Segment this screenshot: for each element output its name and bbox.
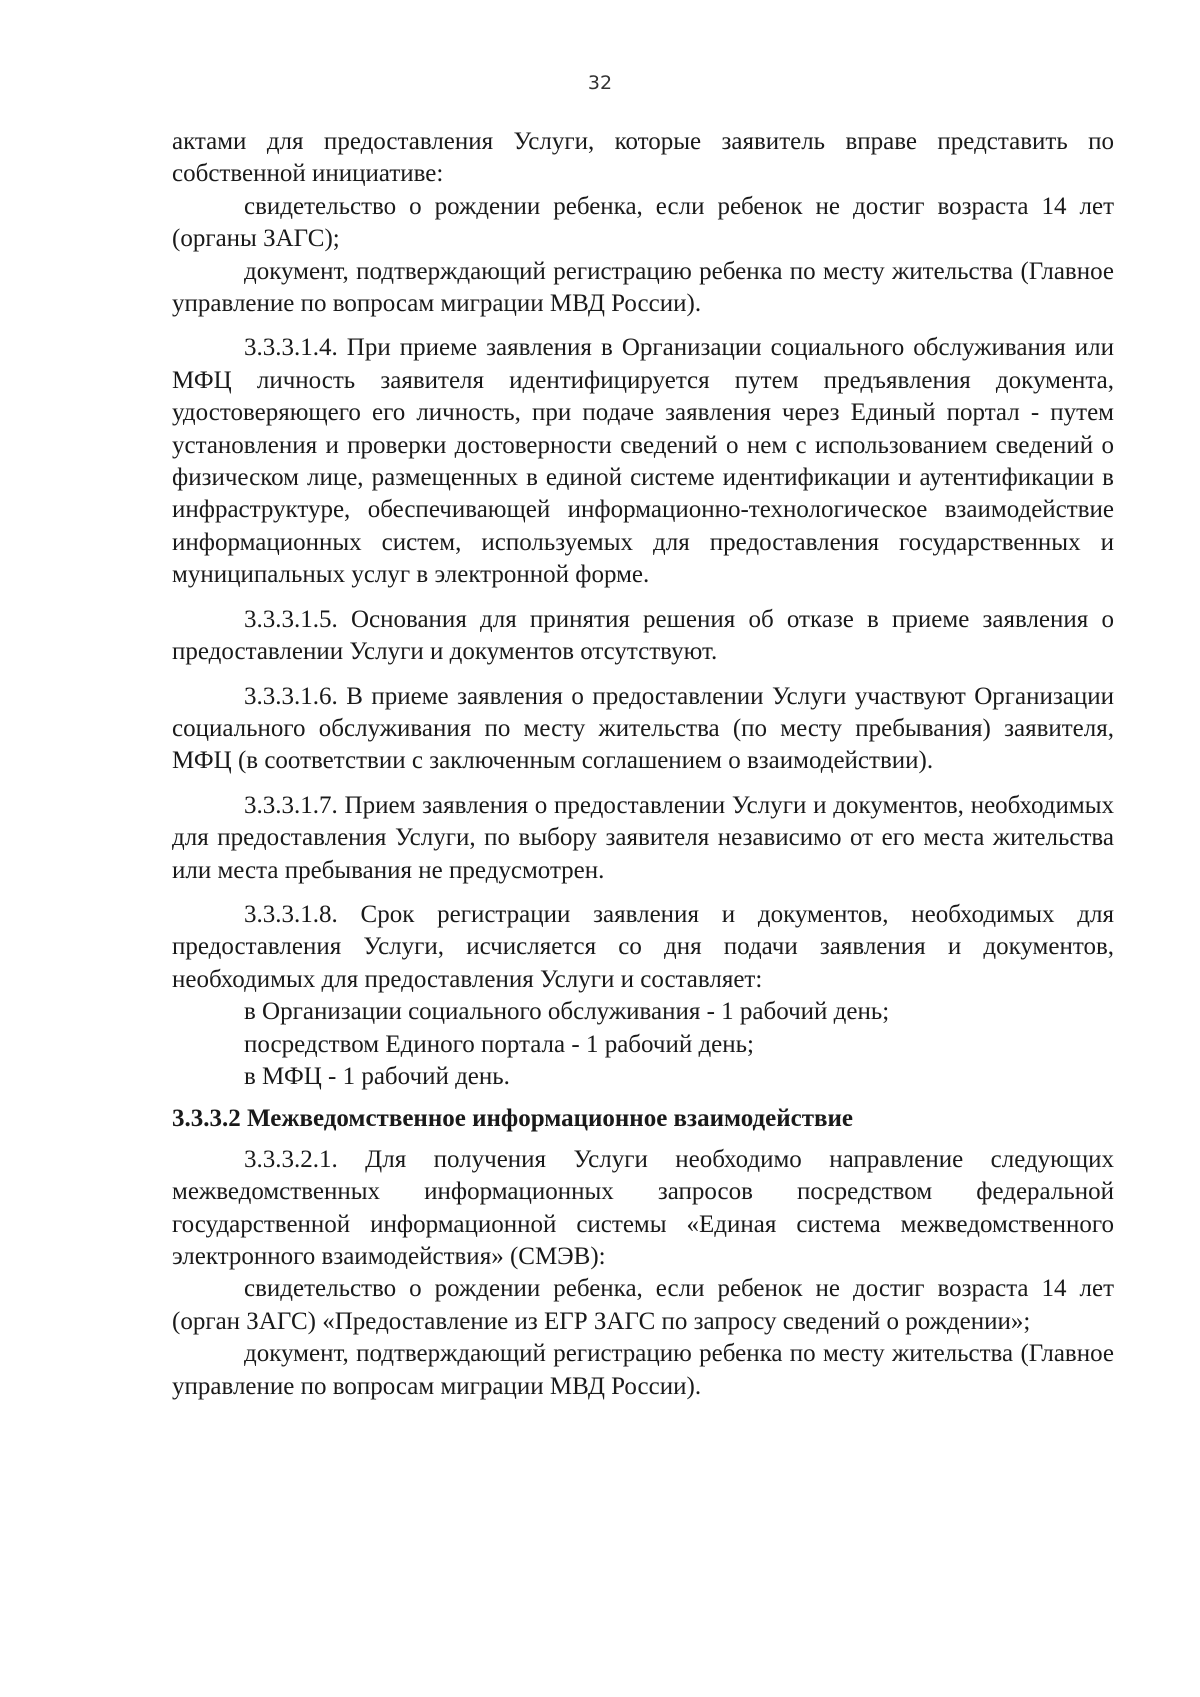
section-heading: 3.3.3.2 Межведомственное информационное взаимодействие (172, 1105, 853, 1133)
paragraph-registration-document: документ, подтверждающий регистрацию ребенка по месту жительства (Главное управление по вопросам миграции МВД России). (172, 257, 1114, 318)
document-body (172, 126, 1114, 1403)
clause-3-3-3-1-4: 3.3.3.1.4. При приеме заявления в Организации социального обслуживания или МФЦ личность заявителя идентифицируется путем предъявления документа, удостоверяющего его личность, при подаче заявления через Единый портал - путем установления и проверки достоверности сведений о нем с использованием сведений о физическом лице, размещенных в единой системе идентификации и аутентификации в инфраструктуре, обеспечивающей информационно-технологическое взаимодействие информационных систем, используемых для предоставления государственных и муниципальных услуг в электронной форме. (172, 334, 1114, 589)
clause-3-3-3-1-6: 3.3.3.1.6. В приеме заявления о предоставлении Услуги участвуют Организации социального обслуживания по месту жительства (по месту пребывания) заявителя, МФЦ (в соответствии с заключенным соглашением о взаимодействии). (172, 682, 1114, 775)
paragraph-birth-certificate-request: свидетельство о рождении ребенка, если ребенок не достиг возраста 14 лет (орган ЗАГС) «Предоставление из ЕГР ЗАГС по запросу сведений о рождении»; (172, 1275, 1114, 1335)
paragraph-birth-certificate: свидетельство о рождении ребенка, если ребенок не достиг возраста 14 лет (органы ЗАГС); (172, 192, 1114, 253)
clause-3-3-3-1-5: 3.3.3.1.5. Основания для принятия решения об отказе в приеме заявления о предоставлении Услуги и документов отсутствуют. (172, 605, 1114, 666)
list-item-social-organization: в Организации социального обслуживания - 1 рабочий день; (244, 998, 890, 1026)
clause-3-3-3-1-7: 3.3.3.1.7. Прием заявления о предоставлении Услуги и документов, необходимых для предоставления Услуги, по выбору заявителя независимо от его места жительства или места пребывания не предусмотрен. (172, 791, 1114, 884)
clause-3-3-3-2-1: 3.3.3.2.1. Для получения Услуги необходимо направление следующих межведомственных информационных запросов посредством федеральной государственной информационной системы «Единая система межведомственного электронного взаимодействия» (СМЭВ): (172, 1145, 1114, 1270)
paragraph-continuation: актами для предоставления Услуги, которые заявитель вправе представить по собственной инициативе: (172, 128, 1114, 188)
clause-3-3-3-1-8: 3.3.3.1.8. Срок регистрации заявления и документов, необходимых для предоставления Услуги, исчисляется со дня подачи заявления и документов, необходимых для предоставления Услуги и составляет: (172, 900, 1114, 993)
list-item-mfc: в МФЦ - 1 рабочий день. (244, 1062, 510, 1090)
list-item-unified-portal: посредством Единого портала - 1 рабочий день; (244, 1030, 754, 1058)
paragraph-registration-request: документ, подтверждающий регистрацию ребенка по месту жительства (Главное управление по вопросам миграции МВД России). (172, 1340, 1114, 1400)
page-number: 32 (587, 72, 613, 94)
